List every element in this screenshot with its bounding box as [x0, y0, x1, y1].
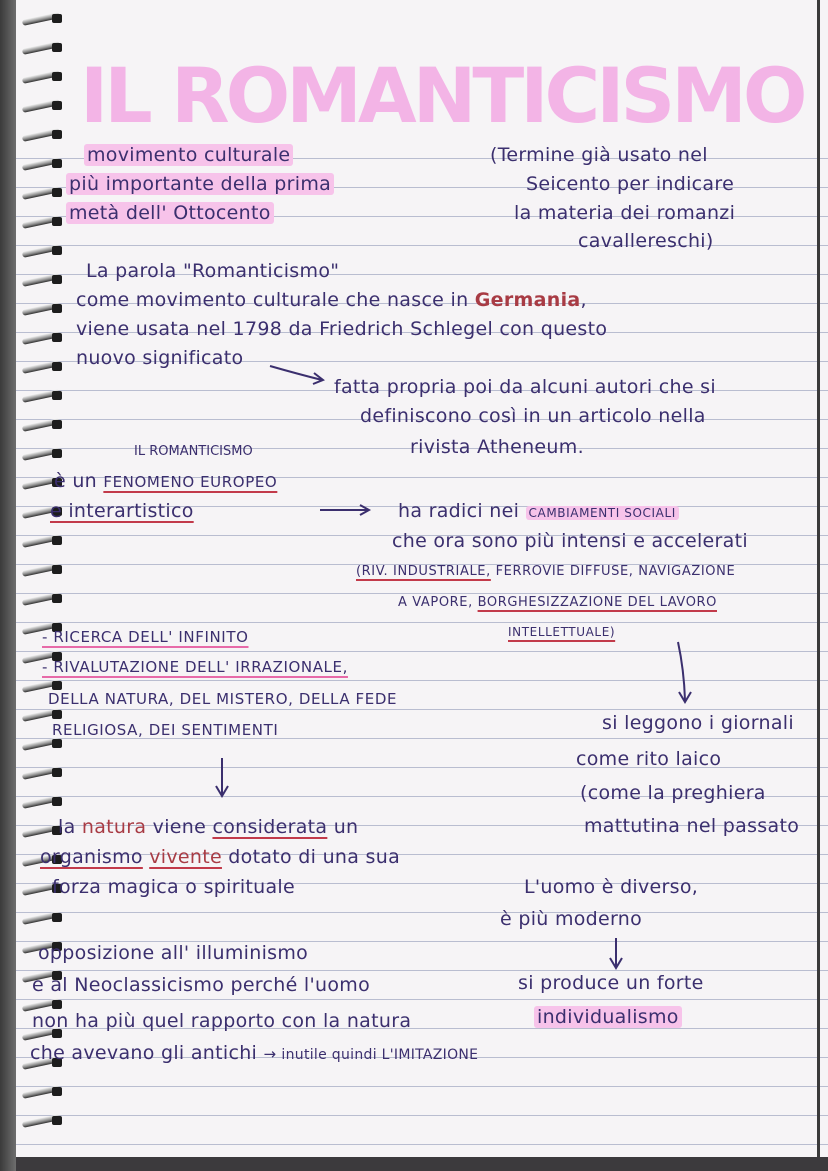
spiral-ring [4, 43, 62, 53]
spiral-ring [4, 1087, 62, 1097]
parola-line: come movimento culturale che nasce in Germania, [76, 289, 587, 311]
spiral-ring [4, 101, 62, 111]
radici-line: ha radici nei CAMBIAMENTI SOCIALI [398, 500, 679, 522]
bottom-edge [0, 1157, 828, 1171]
spiral-ring [4, 362, 62, 372]
spiral-ring [4, 1116, 62, 1126]
spiral-ring [4, 391, 62, 401]
ricerca-line: DELLA NATURA, DEL MISTERO, DELLA FEDE [48, 690, 398, 708]
natura-line: forza magica o spirituale [52, 876, 295, 898]
spiral-ring [4, 159, 62, 169]
fenomeno-label: IL ROMANTICISMO [134, 444, 253, 459]
giornali-line: mattutina nel passato [584, 815, 800, 837]
arrow-icon [212, 756, 232, 800]
spiral-ring [4, 710, 62, 720]
parola-line: viene usata nel 1798 da Friedrich Schlegel con questo [76, 318, 608, 340]
intro-right-line: la materia dei romanzi [514, 202, 736, 224]
individualismo-line: si produce un forte [518, 972, 704, 994]
spiral-ring [4, 275, 62, 285]
spiral-ring [4, 188, 62, 198]
radici-line: A VAPORE, BORGHESIZZAZIONE DEL LAVORO [398, 595, 717, 610]
ricerca-line: - RICERCA DELL' INFINITO [42, 628, 249, 646]
spiral-ring [4, 449, 62, 459]
fatta-line: rivista Atheneum. [410, 436, 584, 458]
giornali-line: (come la preghiera [580, 782, 766, 804]
ricerca-line: RELIGIOSA, DEI SENTIMENTI [52, 721, 279, 739]
spiral-ring [4, 797, 62, 807]
radici-line: INTELLETTUALE) [508, 625, 616, 639]
fenomeno-line: è un FENOMENO EUROPEO [54, 470, 278, 492]
spiral-ring [4, 565, 62, 575]
spiral-ring [4, 14, 62, 24]
giornali-line: si leggono i giornali [602, 712, 794, 734]
opposizione-line: non ha più quel rapporto con la natura [32, 1010, 412, 1032]
fatta-line: definiscono così in un articolo nella [360, 405, 706, 427]
spiral-ring [4, 536, 62, 546]
spiral-ring [4, 420, 62, 430]
fatta-line: fatta propria poi da alcuni autori che si [334, 376, 716, 398]
radici-line: (RIV. INDUSTRIALE, FERROVIE DIFFUSE, NAVIGAZIONE [356, 564, 736, 579]
spiral-ring [4, 768, 62, 778]
right-edge-line [817, 0, 820, 1160]
opposizione-line: e al Neoclassicismo perché l'uomo [32, 974, 371, 996]
parola-line: La parola "Romanticismo" [86, 260, 340, 282]
arrow-icon [318, 502, 374, 518]
intro-right-line: (Termine già usato nel [490, 144, 708, 166]
spiral-ring [4, 246, 62, 256]
uomo-line: L'uomo è diverso, [524, 876, 699, 898]
giornali-line: come rito laico [576, 748, 722, 770]
ricerca-line: - RIVALUTAZIONE DELL' IRRAZIONALE, [42, 658, 348, 676]
radici-line: che ora sono più intensi e accelerati [392, 530, 748, 552]
uomo-line: è più moderno [500, 908, 643, 930]
arrow-icon [268, 360, 328, 386]
spiral-ring [4, 72, 62, 82]
spiral-ring [4, 826, 62, 836]
individualismo-line: individualismo [534, 1006, 682, 1028]
intro-left-line: più importante della prima [66, 173, 334, 195]
spiral-ring [4, 130, 62, 140]
parola-line: nuovo significato [76, 347, 244, 369]
spiral-ring [4, 217, 62, 227]
arrow-icon [606, 936, 626, 972]
opposizione-line: che avevano gli antichi → inutile quindi L'IMITAZIONE [30, 1042, 479, 1064]
spiral-ring [4, 594, 62, 604]
spiral-ring [4, 913, 62, 923]
page-title: IL ROMANTICISMO [80, 51, 804, 140]
natura-line: organismo vivente dotato di una sua [40, 846, 401, 868]
spiral-ring [4, 739, 62, 749]
fenomeno-line: e interartistico [50, 500, 194, 522]
intro-left-line: movimento culturale [84, 144, 293, 166]
spiral-ring [4, 304, 62, 314]
intro-left-line: metà dell' Ottocento [66, 202, 274, 224]
spiral-ring [4, 333, 62, 343]
arrow-icon [672, 640, 696, 706]
opposizione-line: opposizione all' illuminismo [38, 942, 309, 964]
spiral-ring [4, 1000, 62, 1010]
intro-right-line: cavallereschi) [578, 230, 714, 252]
natura-line: la natura viene considerata un [58, 816, 359, 838]
intro-right-line: Seicento per indicare [526, 173, 735, 195]
